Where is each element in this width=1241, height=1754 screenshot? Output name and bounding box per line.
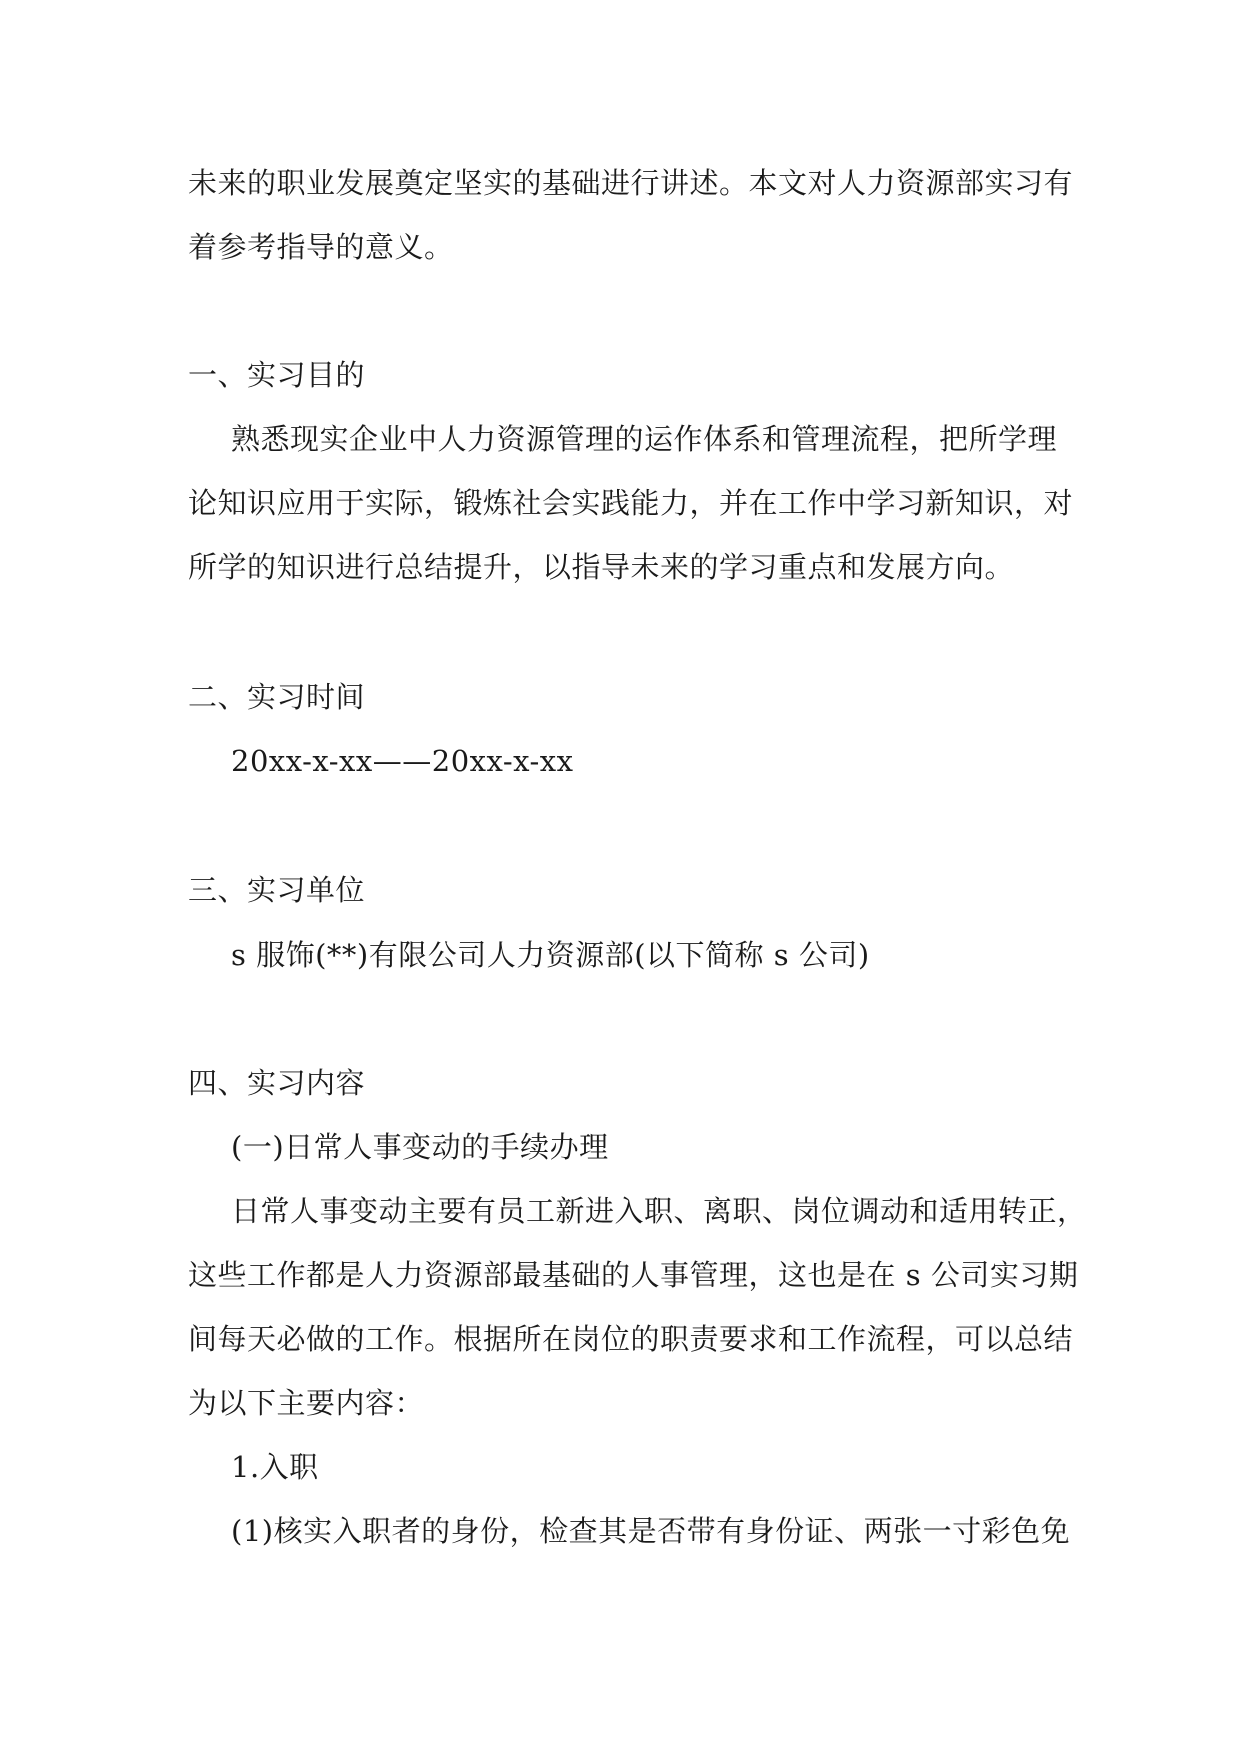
content-subheading: (一)日常人事变动的手续办理 xyxy=(231,1130,609,1164)
unit-name: s 服饰(**)有限公司人力资源部(以下简称 s 公司) xyxy=(231,938,870,972)
purpose-line-3: 所学的知识进行总结提升，以指导未来的学习重点和发展方向。 xyxy=(188,550,1015,584)
section-heading-time: 二、实习时间 xyxy=(188,680,366,714)
purpose-line-1: 熟悉现实企业中人力资源管理的运作体系和管理流程，把所学理 xyxy=(231,422,1058,456)
section-heading-content: 四、实习内容 xyxy=(188,1066,366,1100)
content-line-3: 间每天必做的工作。根据所在岗位的职责要求和工作流程，可以总结 xyxy=(188,1322,1074,1356)
list-subitem-1: (1)核实入职者的身份，检查其是否带有身份证、两张一寸彩色免 xyxy=(231,1514,1071,1548)
purpose-line-2: 论知识应用于实际，锻炼社会实践能力，并在工作中学习新知识，对 xyxy=(188,486,1074,520)
content-line-1: 日常人事变动主要有员工新进入职、离职、岗位调动和适用转正， xyxy=(231,1194,1087,1228)
list-item-onboarding: 1.入职 xyxy=(231,1450,319,1484)
intro-line-2: 着参考指导的意义。 xyxy=(188,230,454,264)
content-line-4: 为以下主要内容： xyxy=(188,1386,425,1420)
content-line-2: 这些工作都是人力资源部最基础的人事管理，这也是在 s 公司实习期 xyxy=(188,1258,1079,1292)
intro-line-1: 未来的职业发展奠定坚实的基础进行讲述。本文对人力资源部实习有 xyxy=(188,166,1074,200)
time-range: 20xx-x-xx——20xx-x-xx xyxy=(231,744,574,778)
section-heading-purpose: 一、实习目的 xyxy=(188,358,366,392)
section-heading-unit: 三、实习单位 xyxy=(188,873,366,907)
